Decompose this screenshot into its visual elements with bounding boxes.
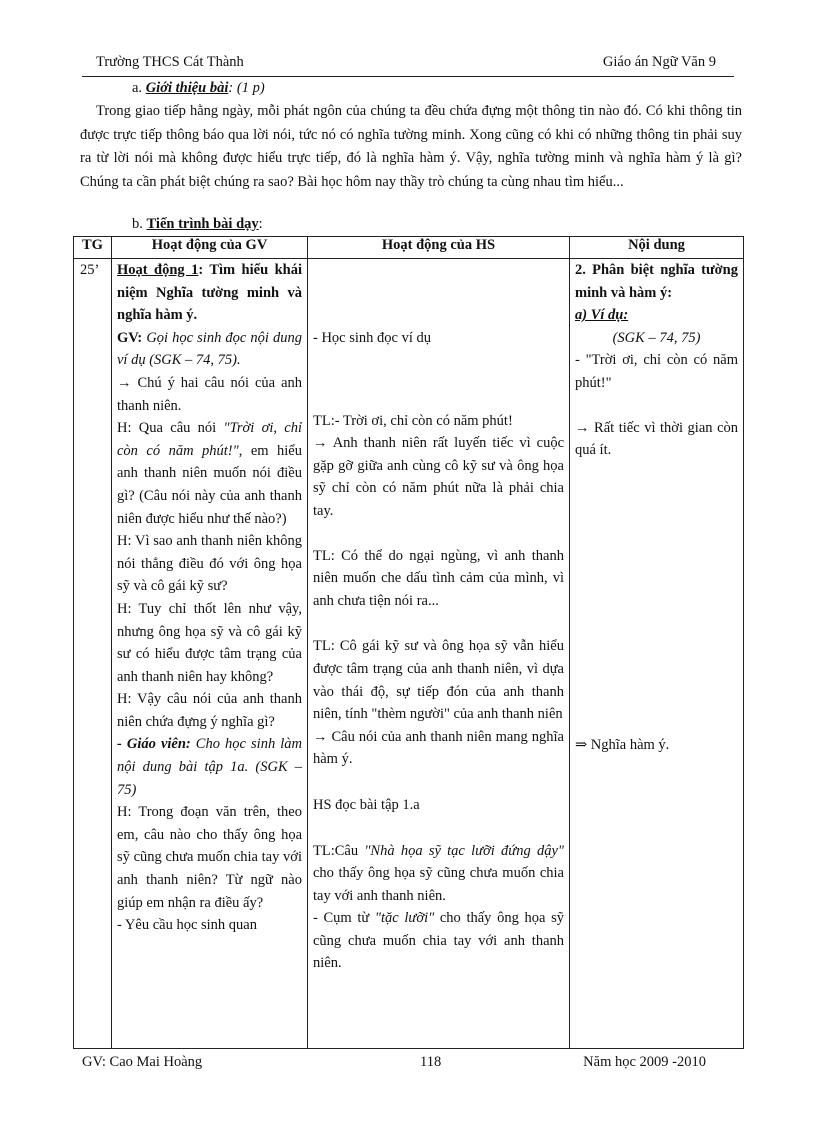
a6-start: TL:Câu (313, 842, 365, 859)
question-6: - Yêu cầu học sinh quan (117, 917, 257, 934)
hs-cell (308, 259, 570, 1049)
col-hs: Hoạt động của HS (308, 237, 570, 259)
intro-b-prefix: b. (132, 216, 147, 232)
gv-cell (112, 259, 308, 1049)
col-gv: Hoạt động của GV (112, 237, 308, 259)
hs-answer-2: TL: Có thể do ngại ngùng, vì anh thanh niên muốn che dấu tình cảm của mình, vì anh chưa tiện nói ra... (313, 547, 564, 609)
gv-note: → Chú ý hai câu nói của anh thanh niên. (117, 374, 302, 414)
example-quote: - "Trời ơi, chỉ còn có năm phút!" (575, 352, 738, 391)
question-1 (117, 417, 302, 530)
subject-title: Giáo án Ngữ Văn 9 (602, 54, 716, 70)
hs-answer-1-line: TL:- Trời ơi, chỉ còn có năm phút! (313, 412, 513, 429)
hs-answer-6 (313, 840, 564, 908)
col-tg: TG (74, 237, 112, 259)
hs-answer-1: → Anh thanh niên rất luyến tiếc vì cuộc gặp gỡ giữa anh cùng cô kỹ sư và ông họa sỹ chỉ còn có năm phút nữa là phải chia tay. (313, 435, 564, 519)
header-divider (82, 76, 734, 77)
noidung-cell (570, 259, 744, 1049)
question-5: H: Trong đoạn văn trên, theo em, câu nào cho thấy ông họa sỹ cũng chưa muốn chia tay với anh thanh niên? Từ ngữ nào giúp em nhận ra điều ấy? (117, 804, 302, 911)
example-ref: (SGK – 74, 75) (612, 329, 701, 346)
activity-title (117, 259, 302, 327)
example-text: a) Ví dụ: (575, 307, 629, 324)
gv-instruction (117, 327, 302, 372)
a6-end: cho thấy ông họa sỹ cũng chưa muốn chia tay với anh thanh niên. (313, 865, 564, 904)
question-2: H: Vì sao anh thanh niên không nói thẳng điều đó với ông họa sỹ và cô gái kỹ sư? (117, 533, 302, 595)
page-number: 118 (420, 1054, 442, 1070)
q1-quote: "Trời ơi, chỉ còn có năm phút!" (117, 420, 303, 459)
a7-start: - Cụm từ (313, 910, 375, 927)
result-1: → Rất tiếc vì thời gian còn quá ít. (575, 419, 738, 459)
table-header-row (74, 237, 744, 259)
gv2-label: - Giáo viên: (117, 736, 191, 753)
intro-a-title: Giới thiệu bài (145, 80, 229, 96)
intro-paragraph-text: Trong giao tiếp hằng ngày, mỗi phát ngôn của chúng ta đều chứa đựng một thông tin nào đó. Có khi thông tin được trực tiếp thông báo qua lời nói, tức nó có nghĩa tường minh. Xong cũng có khi có những thông tin phải suy ra từ lời nói mà không được hiểu trực tiếp, đó là nghĩa hàm ý. Vậy, nghĩa tường minh và nghĩa hàm ý là gì? Chúng ta cần phát biệt chúng ra sao? Bài học hôm nay thầy trò chúng ta cùng nhau tìm hiểu... (80, 103, 742, 190)
result-2: ⇒ Nghĩa hàm ý. (575, 736, 670, 753)
page-footer (82, 1054, 734, 1074)
hs-answer-0: - Học sinh đọc ví dụ (313, 330, 431, 346)
intro-a-prefix: a. (132, 80, 146, 96)
a7-end: cho thấy ông họa sỹ cũng chưa muốn chia tay với anh thanh niên. (313, 910, 564, 972)
hs-answer-7 (313, 907, 564, 975)
activity-label: Hoạt động 1 (117, 262, 199, 278)
teacher-name: GV: Cao Mai Hoàng (82, 1054, 203, 1070)
intro-b-suffix: : (258, 216, 263, 232)
intro-b-title: Tiến trình bài dạy (146, 216, 259, 232)
hs-answer-3: TL: Cô gái kỹ sư và ông họa sỹ vẫn hiểu được tâm trạng của anh thanh niên, vì dựa vào thái độ, sự tiếp đón của anh thanh niên, tính "thèm người" của anh thanh niên (313, 638, 564, 723)
hs-answer-4: → Câu nói của anh thanh niên mang nghĩa hàm ý. (313, 728, 564, 768)
a6-quote: "Nhà họa sỹ tạc lưỡi đứng dậy" (364, 842, 564, 859)
gv2-text: Cho học sinh làm nội dung bài tập 1a. (SGK – 75) (117, 736, 303, 798)
intro-a-time: : (1 p) (228, 80, 265, 96)
gv-instruction-2 (117, 733, 302, 801)
a7-quote: "tặc lưỡi" (374, 910, 435, 927)
school-name: Trường THCS Cát Thành (96, 54, 244, 70)
section-title: 2. Phân biệt nghĩa tường minh và hàm ý: (575, 262, 738, 301)
tg-cell: 25’ (74, 259, 112, 1049)
lesson-table (73, 236, 744, 1049)
q1-start: H: Qua câu nói (117, 420, 224, 437)
intro-paragraph (80, 100, 742, 194)
intro-heading-a (132, 80, 265, 97)
activity-text: : Tìm hiểu khái niệm Nghĩa tường minh và nghĩa hàm ý. (117, 262, 302, 324)
question-3: H: Tuy chỉ thốt lên như vậy, nhưng ông họa sỹ và cô gái kỹ sư có hiểu được tâm trạng của anh thanh niên hay không? (117, 600, 302, 685)
footer-divider (82, 1048, 734, 1049)
intro-heading-b (132, 216, 263, 233)
q1-end: , em hiểu anh thanh niên muốn nói điều gì? (Câu nói này của anh thanh niên được hiểu như thế nào?) (117, 442, 302, 527)
question-4: H: Vậy câu nói của anh thanh niên chứa đựng ý nghĩa gì? (117, 691, 302, 730)
gv-label: GV: (117, 329, 143, 346)
example-label (575, 304, 628, 327)
hs-answer-5: HS đọc bài tập 1.a (313, 796, 420, 813)
school-year: Năm học 2009 -2010 (583, 1054, 706, 1070)
table-row (74, 259, 744, 1049)
col-noidung: Nội dung (570, 237, 744, 259)
gv-text: Gọi học sinh đọc nội dung ví dụ (SGK – 74, 75). (117, 329, 302, 369)
page-header (82, 54, 734, 74)
